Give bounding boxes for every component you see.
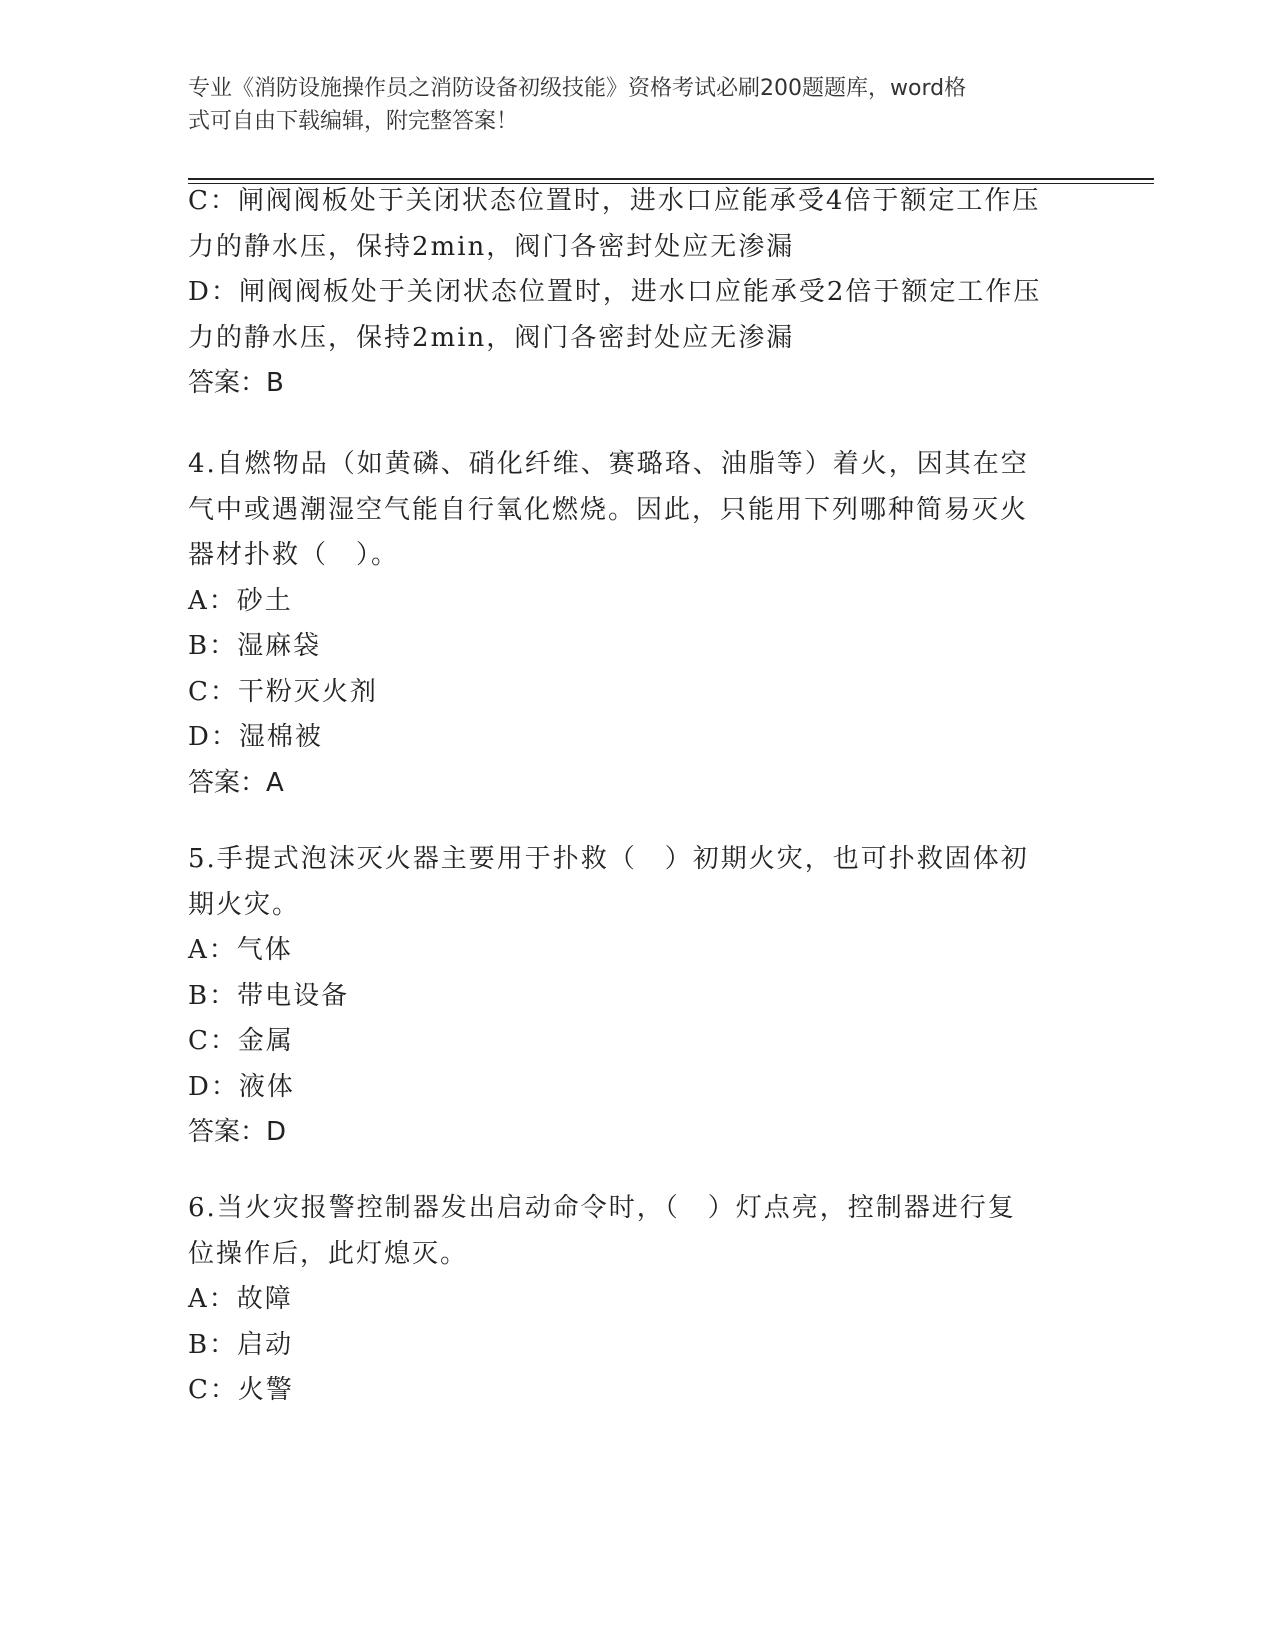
answer: 答案：A <box>188 767 284 798</box>
header-line: 式可自由下载编辑，附完整答案！ <box>188 109 519 134</box>
question-text: 位操作后，此灯熄灭。 <box>188 1238 469 1269</box>
option-a: A：气体 <box>188 935 293 965</box>
option-d: D：液体 <box>188 1071 295 1102</box>
question-text: 4.自燃物品（如黄磷、硝化纤维、赛璐珞、油脂等）着火，因其在空 <box>188 449 1029 479</box>
option-c-line: C：闸阀阀板处于关闭状态位置时，进水口应能承受4倍于额定工作压 <box>188 186 1041 216</box>
option-b: B：湿麻袋 <box>188 631 322 661</box>
option-d-line: D：闸阀阀板处于关闭状态位置时，进水口应能承受2倍于额定工作压 <box>188 277 1042 307</box>
option-a: A：砂土 <box>188 585 293 616</box>
option-b: B：带电设备 <box>188 980 350 1011</box>
option-c-line: 力的静水压，保持2min，阀门各密封处应无渗漏 <box>188 231 795 262</box>
option-b: B：启动 <box>188 1329 294 1360</box>
question-4 <box>188 442 1088 806</box>
option-d: D：湿棉被 <box>188 722 323 752</box>
answer: 答案：D <box>188 1117 287 1147</box>
option-a: A：故障 <box>188 1284 293 1314</box>
answer: 答案：B <box>188 368 284 398</box>
question-5 <box>188 837 1088 1156</box>
option-c: C：干粉灭火剂 <box>188 676 378 707</box>
question-text: 5.手提式泡沫灭火器主要用于扑救（ ）初期火灾，也可扑救固体初 <box>188 844 1029 874</box>
question-text: 器材扑救（ ）。 <box>188 540 400 570</box>
document-header <box>188 72 1068 138</box>
question-3-tail <box>188 179 1088 407</box>
question-text: 6.当火灾报警控制器发出启动命令时，（ ）灯点亮，控制器进行复 <box>188 1193 1016 1223</box>
option-d-line: 力的静水压，保持2min，阀门各密封处应无渗漏 <box>188 322 795 353</box>
question-6 <box>188 1186 1088 1414</box>
question-text: 期火灾。 <box>188 889 301 920</box>
header-line: 专业《消防设施操作员之消防设备初级技能》资格考试必刷200题题库，word格 <box>188 76 967 101</box>
question-text: 气中或遇潮湿空气能自行氧化燃烧。因此，只能用下列哪种简易灭火 <box>188 494 1029 525</box>
option-c: C：金属 <box>188 1026 294 1056</box>
option-c: C：火警 <box>188 1375 294 1405</box>
